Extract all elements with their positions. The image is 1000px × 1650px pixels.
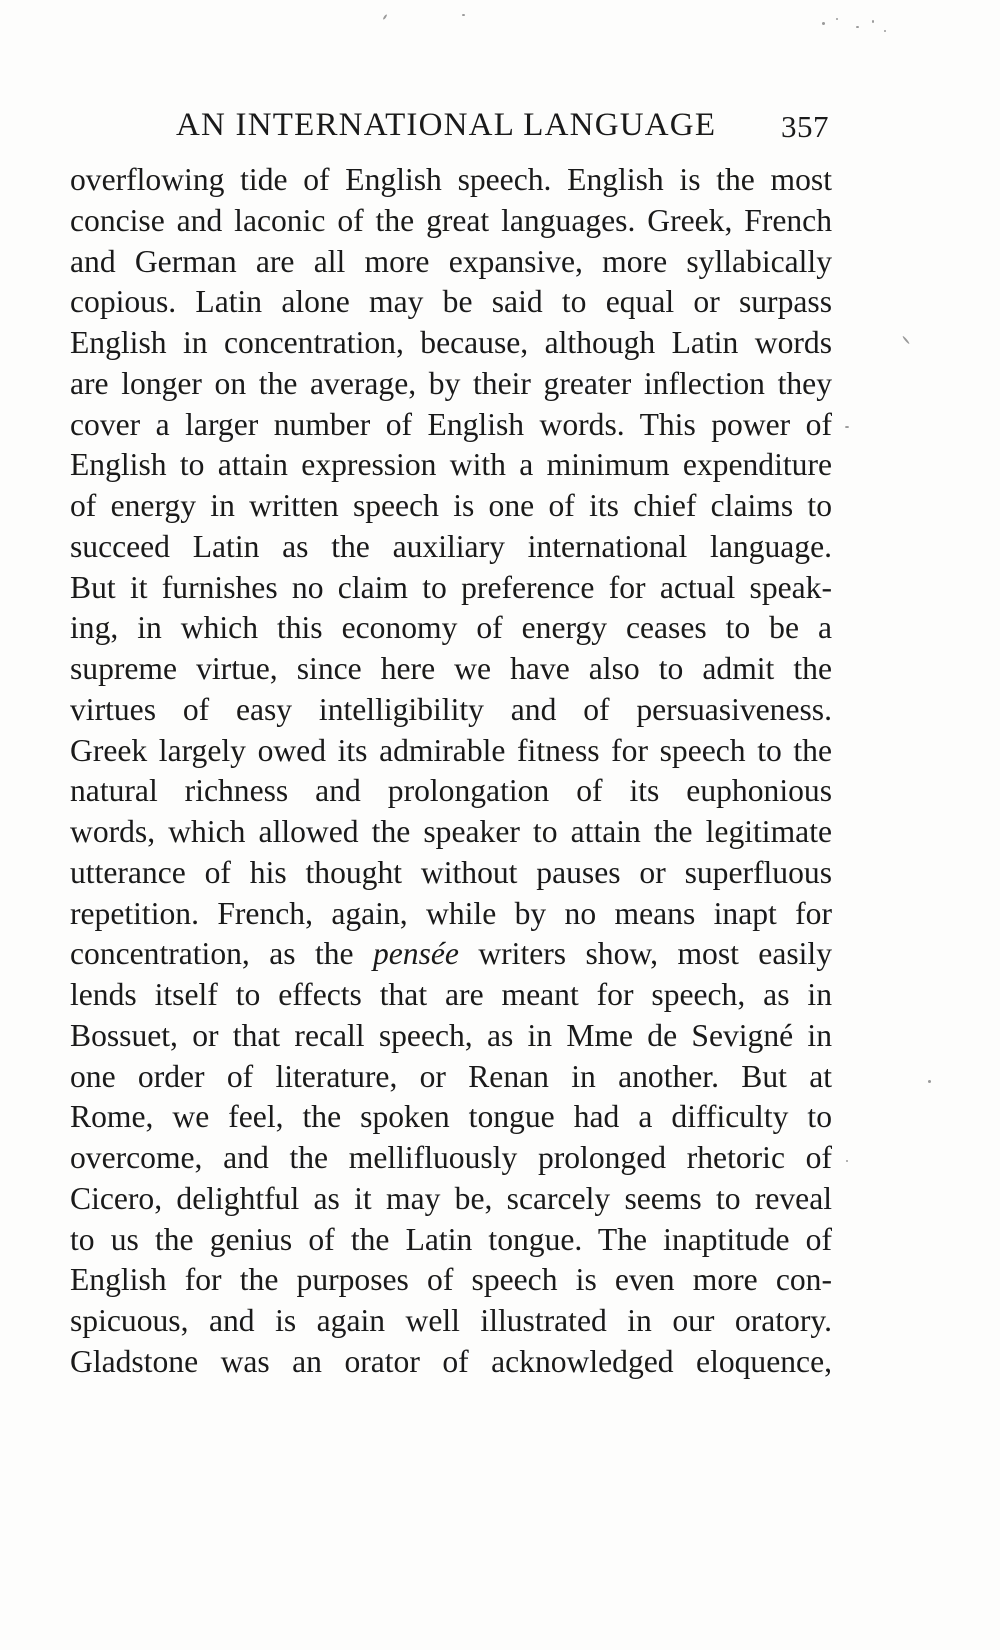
text-line: spicuous, and is again well illustrated in our oratory. bbox=[70, 1303, 832, 1338]
text-line: natural richness and prolongation of its euphonious bbox=[70, 773, 832, 809]
body-text bbox=[70, 160, 832, 1383]
text-line: overflowing tide of English speech. English is the most bbox=[70, 162, 832, 197]
text-line: English to attain expression with a minimum expenditure bbox=[70, 447, 832, 483]
text-line: Rome, we feel, the spoken tongue had a difficulty to bbox=[70, 1099, 832, 1135]
text-line-with-italic bbox=[70, 934, 832, 975]
text-line: words, which allowed the speaker to attain the legitimate bbox=[70, 814, 832, 849]
text-line: Cicero, delightful as it may be, scarcely seems to reveal bbox=[70, 1180, 832, 1216]
text-line: English in concentration, because, although Latin words bbox=[70, 325, 832, 360]
scan-speck bbox=[822, 22, 825, 25]
scan-speck bbox=[462, 14, 465, 16]
text-line: copious. Latin alone may be said to equal or surpass bbox=[70, 284, 832, 320]
text-line: and German are all more expansive, more syllabically bbox=[70, 243, 832, 279]
text-line: overcome, and the mellifluously prolonged rhetoric of bbox=[70, 1140, 832, 1175]
scan-speck bbox=[836, 18, 838, 20]
scan-speck bbox=[845, 426, 849, 428]
scan-speck bbox=[856, 26, 859, 28]
text-line: virtues of easy intelligibility and of persuasiveness. bbox=[70, 691, 832, 727]
text-line: of energy in written speech is one of its chief claims to bbox=[70, 488, 832, 523]
text-segment: writers show, most easily bbox=[458, 936, 832, 972]
scan-speck bbox=[846, 1160, 848, 1162]
text-line: cover a larger number of English words. This power of bbox=[70, 406, 832, 442]
running-title: AN INTERNATIONAL LANGUAGE bbox=[176, 107, 717, 143]
italic-word: pensée bbox=[372, 936, 459, 972]
text-line: one order of literature, or Renan in another. But at bbox=[70, 1058, 832, 1094]
text-line: concise and laconic of the great languages. Greek, French bbox=[70, 202, 832, 238]
scan-speck bbox=[884, 30, 886, 32]
text-line: utterance of his thought without pauses or superfluous bbox=[70, 854, 832, 890]
page-number: 357 bbox=[781, 109, 829, 144]
text-line: are longer on the average, by their greater inflection they bbox=[70, 365, 832, 401]
text-line: Gladstone was an orator of acknowledged eloquence, bbox=[70, 1343, 832, 1379]
scan-speck bbox=[902, 336, 910, 345]
text-line: supreme virtue, since here we have also to admit the bbox=[70, 651, 832, 686]
text-line: to us the genius of the Latin tongue. The inaptitude of bbox=[70, 1221, 832, 1257]
text-line: succeed Latin as the auxiliary international language. bbox=[70, 528, 832, 564]
text-line: Greek largely owed its admirable fitness for speech to the bbox=[70, 732, 832, 768]
scan-speck bbox=[872, 20, 874, 23]
text-line: English for the purposes of speech is even more con- bbox=[70, 1262, 832, 1298]
text-line: repetition. French, again, while by no means inapt for bbox=[70, 895, 832, 931]
running-head bbox=[176, 100, 876, 150]
scan-speck bbox=[382, 14, 387, 20]
text-line: Bossuet, or that recall speech, as in Mme de Sevigné in bbox=[70, 1017, 832, 1053]
text-segment: concentration, as the bbox=[70, 936, 373, 972]
scan-speck bbox=[928, 1080, 931, 1083]
text-line: ing, in which this economy of energy ceases to be a bbox=[70, 610, 832, 646]
text-line: lends itself to effects that are meant for speech, as in bbox=[70, 977, 832, 1012]
text-line: But it furnishes no claim to preference for actual speak- bbox=[70, 569, 832, 605]
